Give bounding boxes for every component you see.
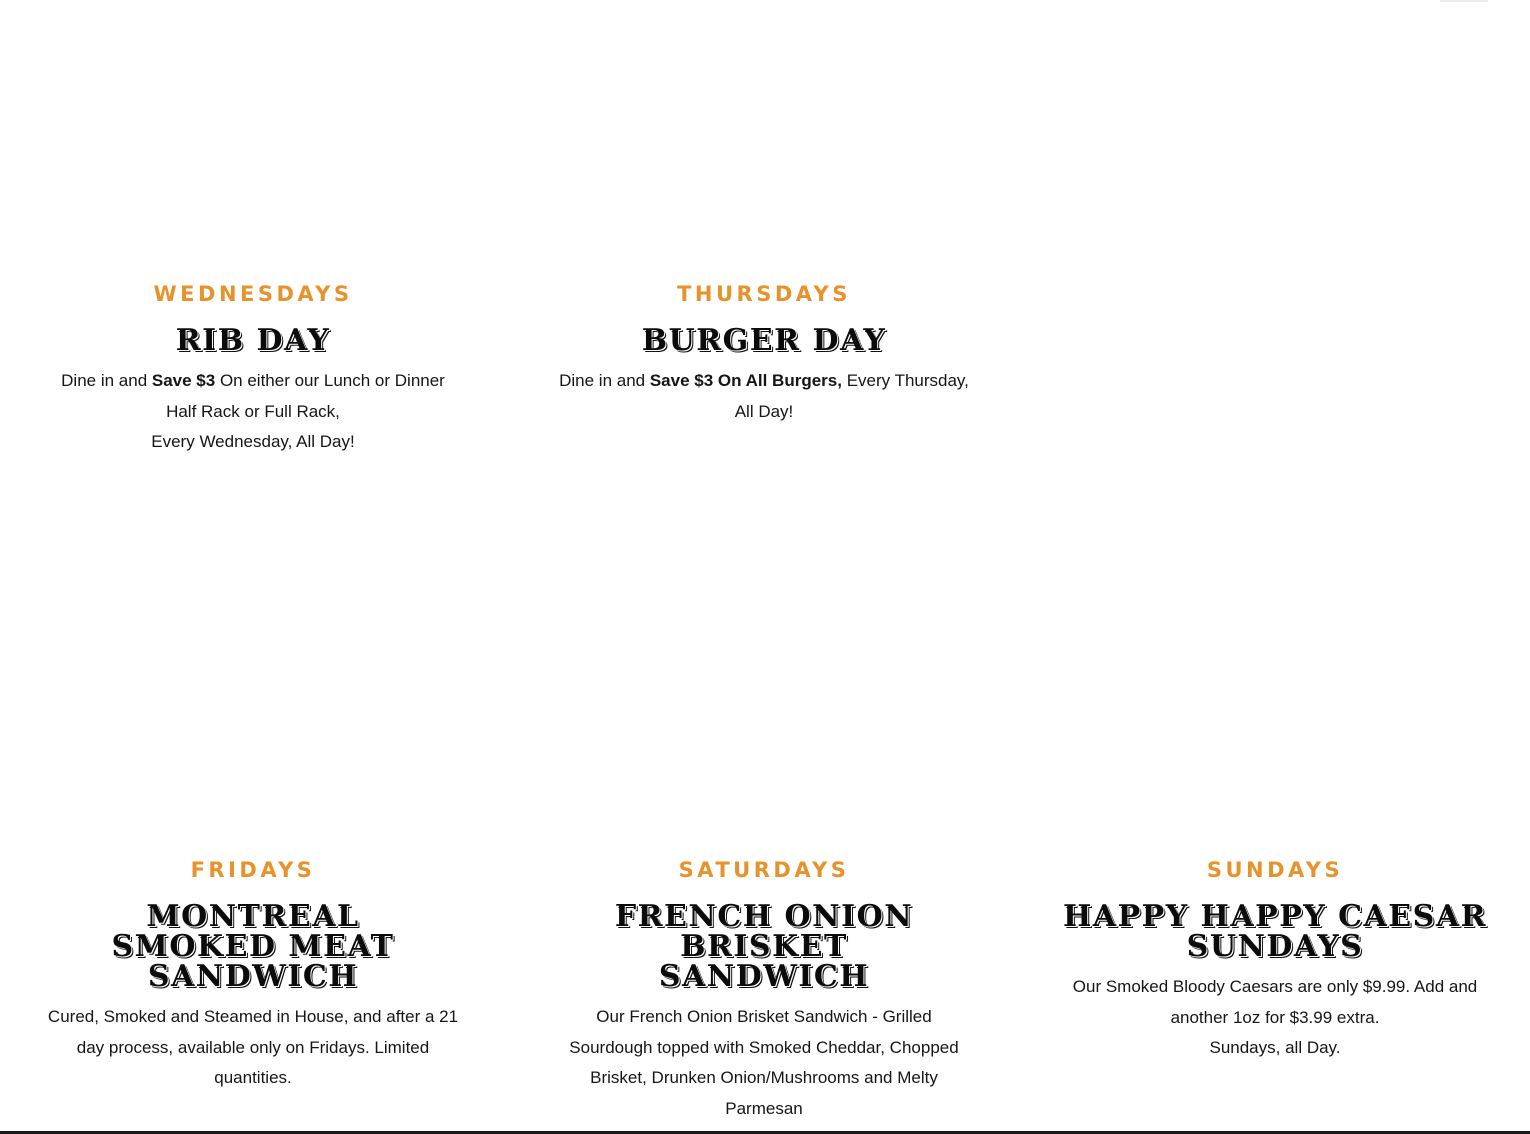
- special-card-thursday: [524, 281, 1004, 427]
- description-line: another 1oz for $3.99 extra.: [1170, 1007, 1380, 1027]
- description-text: Dine in and: [559, 371, 650, 390]
- description-line: Our Smoked Bloody Caesars are only $9.99. Add and: [1072, 977, 1478, 996]
- special-description: [13, 366, 493, 458]
- description-line: [13, 366, 493, 397]
- day-label: THURSDAYS: [677, 282, 851, 306]
- day-label: SUNDAYS: [1206, 858, 1344, 882]
- special-description: [13, 1002, 493, 1094]
- description-text: Dine in and: [61, 371, 152, 390]
- special-description: [524, 366, 1004, 427]
- description-line: Sundays, all Day.: [1209, 1038, 1341, 1057]
- special-card-wednesday: [13, 281, 493, 458]
- description-line: All Day!: [734, 401, 794, 421]
- day-label: FRIDAYS: [190, 858, 316, 882]
- description-line: Half Rack or Full Rack,: [166, 401, 340, 421]
- day-label: WEDNESDAYS: [153, 282, 353, 306]
- description-line: quantities.: [214, 1068, 292, 1087]
- description-highlight: Save $3 On All Burgers,: [649, 371, 842, 390]
- special-card-saturday: [524, 857, 1004, 1124]
- special-title: MONTREAL SMOKED MEAT SANDWICH: [111, 899, 395, 994]
- description-line: Sourdough topped with Smoked Cheddar, Chopped: [569, 1037, 959, 1057]
- special-card-friday: [13, 857, 493, 1094]
- special-card-sunday: [1035, 857, 1515, 1064]
- special-title: FRENCH ONION BRISKET SANDWICH: [614, 899, 914, 994]
- special-title: RIB DAY: [175, 323, 331, 358]
- description-line: Brisket, Drunken Onion/Mushrooms and Melty: [590, 1068, 938, 1087]
- special-title: HAPPY HAPPY CAESAR SUNDAYS: [1062, 899, 1488, 964]
- description-line: Parmesan: [725, 1098, 803, 1118]
- day-label: SATURDAYS: [678, 858, 850, 882]
- special-description: [524, 1002, 1004, 1124]
- description-text: On either our Lunch or Dinner: [215, 371, 445, 390]
- description-highlight: Save $3: [151, 371, 216, 390]
- description-line: Every Wednesday, All Day!: [151, 432, 355, 451]
- description-line: [524, 366, 1004, 397]
- description-text: Every Thursday,: [841, 371, 969, 390]
- description-line: Our French Onion Brisket Sandwich - Grilled: [596, 1007, 932, 1026]
- special-description: [1035, 972, 1515, 1064]
- top-divider: [1440, 0, 1488, 2]
- description-line: Cured, Smoked and Steamed in House, and after a 21: [47, 1007, 459, 1026]
- description-line: day process, available only on Fridays. Limited: [76, 1037, 430, 1057]
- special-title: BURGER DAY: [641, 323, 887, 358]
